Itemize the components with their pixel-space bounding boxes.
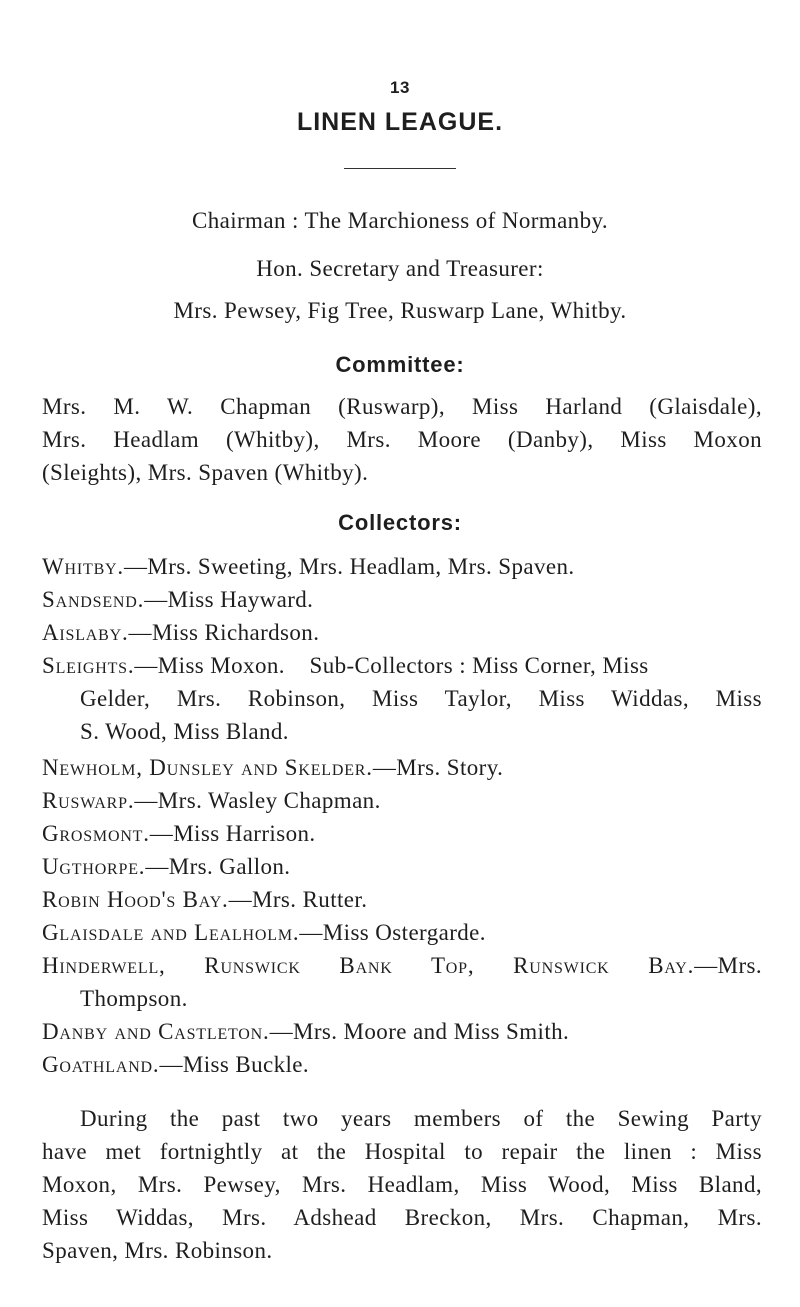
collector-names: —Mrs. Sweeting, Mrs. Headlam, Mrs. Spaven. bbox=[123, 554, 575, 579]
collector-place: Sleights. bbox=[42, 653, 135, 678]
collector-entry-sleights-cont-1: Gelder, Mrs. Robinson, Miss Taylor, Miss Widdas, Miss bbox=[80, 686, 762, 711]
collector-names: —Miss Buckle. bbox=[159, 1052, 310, 1077]
collector-place: Goathland. bbox=[42, 1052, 160, 1077]
paragraph-line-1: During the past two years members of the Sewing Party bbox=[80, 1106, 762, 1131]
collector-entry-glaisdale bbox=[42, 918, 486, 948]
collector-entry-robin-hoods-bay bbox=[42, 885, 367, 915]
collector-place: Whitby. bbox=[42, 554, 124, 579]
collector-entry-aislaby bbox=[42, 618, 319, 648]
title-divider bbox=[344, 168, 456, 169]
collector-place: Hinderwell, Runswick Bank Top, Runswick Bay. bbox=[42, 953, 695, 978]
collector-entry-sleights bbox=[42, 651, 762, 681]
collector-names: —Miss Harrison. bbox=[149, 821, 316, 846]
committee-line-1: Mrs. M. W. Chapman (Ruswarp), Miss Harland (Glaisdale), bbox=[42, 394, 762, 419]
collector-entry-grosmont bbox=[42, 819, 316, 849]
collector-names: —Mrs. Rutter. bbox=[228, 887, 368, 912]
collector-place: Sandsend. bbox=[42, 587, 145, 612]
page-number: 13 bbox=[390, 78, 410, 97]
secretary-name: Mrs. Pewsey, Fig Tree, Ruswarp Lane, Whitby. bbox=[173, 298, 627, 323]
collector-entry-ruswarp bbox=[42, 786, 381, 816]
collector-names: —Mrs. bbox=[694, 953, 762, 978]
collector-place: Danby and Castleton. bbox=[42, 1019, 270, 1044]
committee-heading: Committee: bbox=[335, 352, 465, 377]
page-title: LINEN LEAGUE. bbox=[296, 108, 504, 136]
collector-entry-hinderwell-cont: Thompson. bbox=[80, 986, 188, 1011]
paragraph-line-2: have met fortnightly at the Hospital to repair the linen : Miss bbox=[42, 1139, 762, 1164]
collector-place: Grosmont. bbox=[42, 821, 150, 846]
collector-entry-sandsend bbox=[42, 585, 313, 615]
collector-entry-ugthorpe bbox=[42, 852, 290, 882]
collector-entry-whitby bbox=[42, 552, 575, 582]
collector-entry-goathland bbox=[42, 1050, 309, 1080]
collector-names: —Mrs. Moore and Miss Smith. bbox=[269, 1019, 570, 1044]
collector-names: —Mrs. Wasley Chapman. bbox=[134, 788, 381, 813]
committee-line-3: (Sleights), Mrs. Spaven (Whitby). bbox=[42, 460, 369, 485]
collector-entry-hinderwell bbox=[42, 951, 762, 981]
collector-place: Newholm, Dunsley and Skelder. bbox=[42, 755, 373, 780]
collector-names: —Mrs. Gallon. bbox=[145, 854, 291, 879]
collectors-heading: Collectors: bbox=[338, 510, 462, 535]
paragraph-line-5: Spaven, Mrs. Robinson. bbox=[42, 1238, 273, 1263]
secretary-title: Hon. Secretary and Treasurer: bbox=[256, 256, 544, 281]
collector-place: Ruswarp. bbox=[42, 788, 135, 813]
collector-names: —Mrs. Story. bbox=[372, 755, 504, 780]
collector-names: —Miss Moxon. Sub-Collectors : Miss Corner, Miss bbox=[134, 653, 649, 678]
paragraph-line-3: Moxon, Mrs. Pewsey, Mrs. Headlam, Miss Wood, Miss Bland, bbox=[42, 1172, 762, 1197]
collector-place: Glaisdale and Lealholm. bbox=[42, 920, 300, 945]
collector-entry-newholm bbox=[42, 753, 503, 783]
collector-names: —Miss Hayward. bbox=[144, 587, 314, 612]
chairman-line: Chairman : The Marchioness of Normanby. bbox=[191, 208, 609, 233]
collector-place: Ugthorpe. bbox=[42, 854, 146, 879]
collector-place: Aislaby. bbox=[42, 620, 129, 645]
collector-names: —Miss Ostergarde. bbox=[299, 920, 486, 945]
collector-entry-danby bbox=[42, 1017, 569, 1047]
paragraph-line-4: Miss Widdas, Mrs. Adshead Breckon, Mrs. Chapman, Mrs. bbox=[42, 1205, 762, 1230]
committee-line-2: Mrs. Headlam (Whitby), Mrs. Moore (Danby), Miss Moxon bbox=[42, 427, 762, 452]
collector-names: —Miss Richardson. bbox=[128, 620, 320, 645]
collector-place: Robin Hood's Bay. bbox=[42, 887, 229, 912]
collector-entry-sleights-cont-2: S. Wood, Miss Bland. bbox=[80, 719, 289, 744]
